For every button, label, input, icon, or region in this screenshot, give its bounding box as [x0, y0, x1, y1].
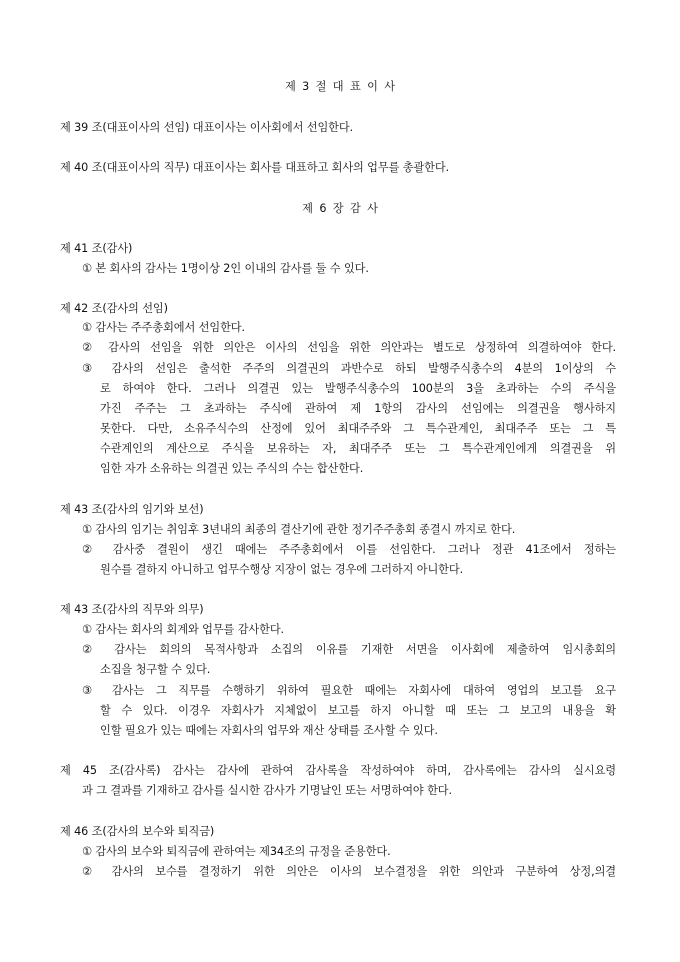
article-40: 제 40 조(대표이사의 직무) 대표이사는 회사를 대표하고 회사의 업무를 총괄한다.	[60, 161, 450, 174]
article-43-item-1: ① 감사의 임기는 취임후 3년내의 최종의 결산기에 관한 정기주주총회 종결시 까지로 한다.	[82, 523, 516, 536]
article-43b-item-2-line-1: ② 감사는 회의의 목적사항과 소집의 이유를 기재한 서면을 이사회에 제출하여 임시총회의	[82, 643, 616, 656]
article-39: 제 39 조(대표이사의 선임) 대표이사는 이사회에서 선임한다.	[60, 121, 354, 134]
article-43b-item-3-line-2: 할 수 있다. 이경우 자회사가 지체없이 보고를 하지 아니할 때 또는 그 보고의 내용을 확	[100, 704, 616, 717]
article-42-title: 제 42 조(감사의 선임)	[60, 302, 168, 315]
article-41-title: 제 41 조(감사)	[60, 242, 133, 255]
article-43b-item-3-line-3: 인할 필요가 있는 때에는 자회사의 업무와 재산 상태를 조사할 수 있다.	[100, 724, 438, 737]
article-43-item-2-line-1: ② 감사중 결원이 생긴 때에는 주주총회에서 이를 선임한다. 그러나 정관 41조에서 정하는	[82, 543, 616, 556]
article-42-item-3-line-4: 못한다. 다만, 소유주식수의 산정에 있어 최대주주와 그 특수관계인, 최대주주 또는 그 특	[100, 422, 616, 435]
article-46-title: 제 46 조(감사의 보수와 퇴직금)	[60, 825, 215, 838]
article-43-title: 제 43 조(감사의 임기와 보선)	[60, 503, 204, 516]
article-43b-item-3-line-1: ③ 감사는 그 직무를 수행하기 위하여 필요한 때에는 자회사에 대하여 영업의 보고를 요구	[82, 684, 616, 697]
article-43b-item-1: ① 감사는 회사의 회계와 업무를 감사한다.	[82, 623, 284, 636]
article-42-item-1: ① 감사는 주주총회에서 선임한다.	[82, 321, 245, 334]
article-46-item-2: ② 감사의 보수를 결정하기 위한 의안은 이사의 보수결정을 위한 의안과 구분하여 상정,의결	[82, 865, 616, 878]
article-45-line-1: 제 45 조(감사록) 감사는 감사에 관하여 감사록을 작성하여야 하며, 감사록에는 감사의 실시요령	[60, 764, 616, 777]
chapter-heading: 제 6 장 감 사	[302, 202, 378, 215]
article-45-line-2: 과 그 결과를 기재하고 감사를 실시한 감사가 기명날인 또는 서명하여야 한다.	[82, 784, 452, 797]
article-42-item-3-line-6: 임한 자가 소유하는 의결권 있는 주식의 수는 합산한다.	[100, 462, 364, 475]
article-42-item-3-line-3: 가진 주주는 그 초과하는 주식에 관하여 제 1항의 감사의 선임에는 의결권을 행사하지	[100, 402, 616, 415]
article-42-item-3-line-2: 로 하여야 한다. 그러나 의결권 있는 발행주식총수의 100분의 3을 초과하는 수의 주식을	[100, 382, 616, 395]
section-heading: 제 3 절 대 표 이 사	[285, 80, 395, 93]
article-42-item-3-line-1: ③ 감사의 선임은 출석한 주주의 의결권의 과반수로 하되 발행주식총수의 4분의 1이상의 수	[82, 362, 616, 375]
article-42-item-2: ② 감사의 선임을 위한 의안은 이사의 선임을 위한 의안과는 별도로 상정하여 의결하여야 한다.	[82, 341, 616, 354]
article-43b-title: 제 43 조(감사의 직무와 의무)	[60, 603, 204, 616]
article-43b-item-2-line-2: 소집을 청구할 수 있다.	[100, 663, 211, 676]
article-41-item-1: ① 본 회사의 감사는 1명이상 2인 이내의 감사를 둘 수 있다.	[82, 262, 369, 275]
article-43-item-2-line-2: 원수를 결하지 아니하고 업무수행상 지장이 없는 경우에 그러하지 아니한다.	[100, 563, 464, 576]
article-42-item-3-line-5: 수관계인의 계산으로 주식을 보유하는 자, 최대주주 또는 그 특수관계인에게 의결권을 위	[100, 442, 616, 455]
article-46-item-1: ① 감사의 보수와 퇴직금에 관하여는 제34조의 규정을 준용한다.	[82, 845, 391, 858]
